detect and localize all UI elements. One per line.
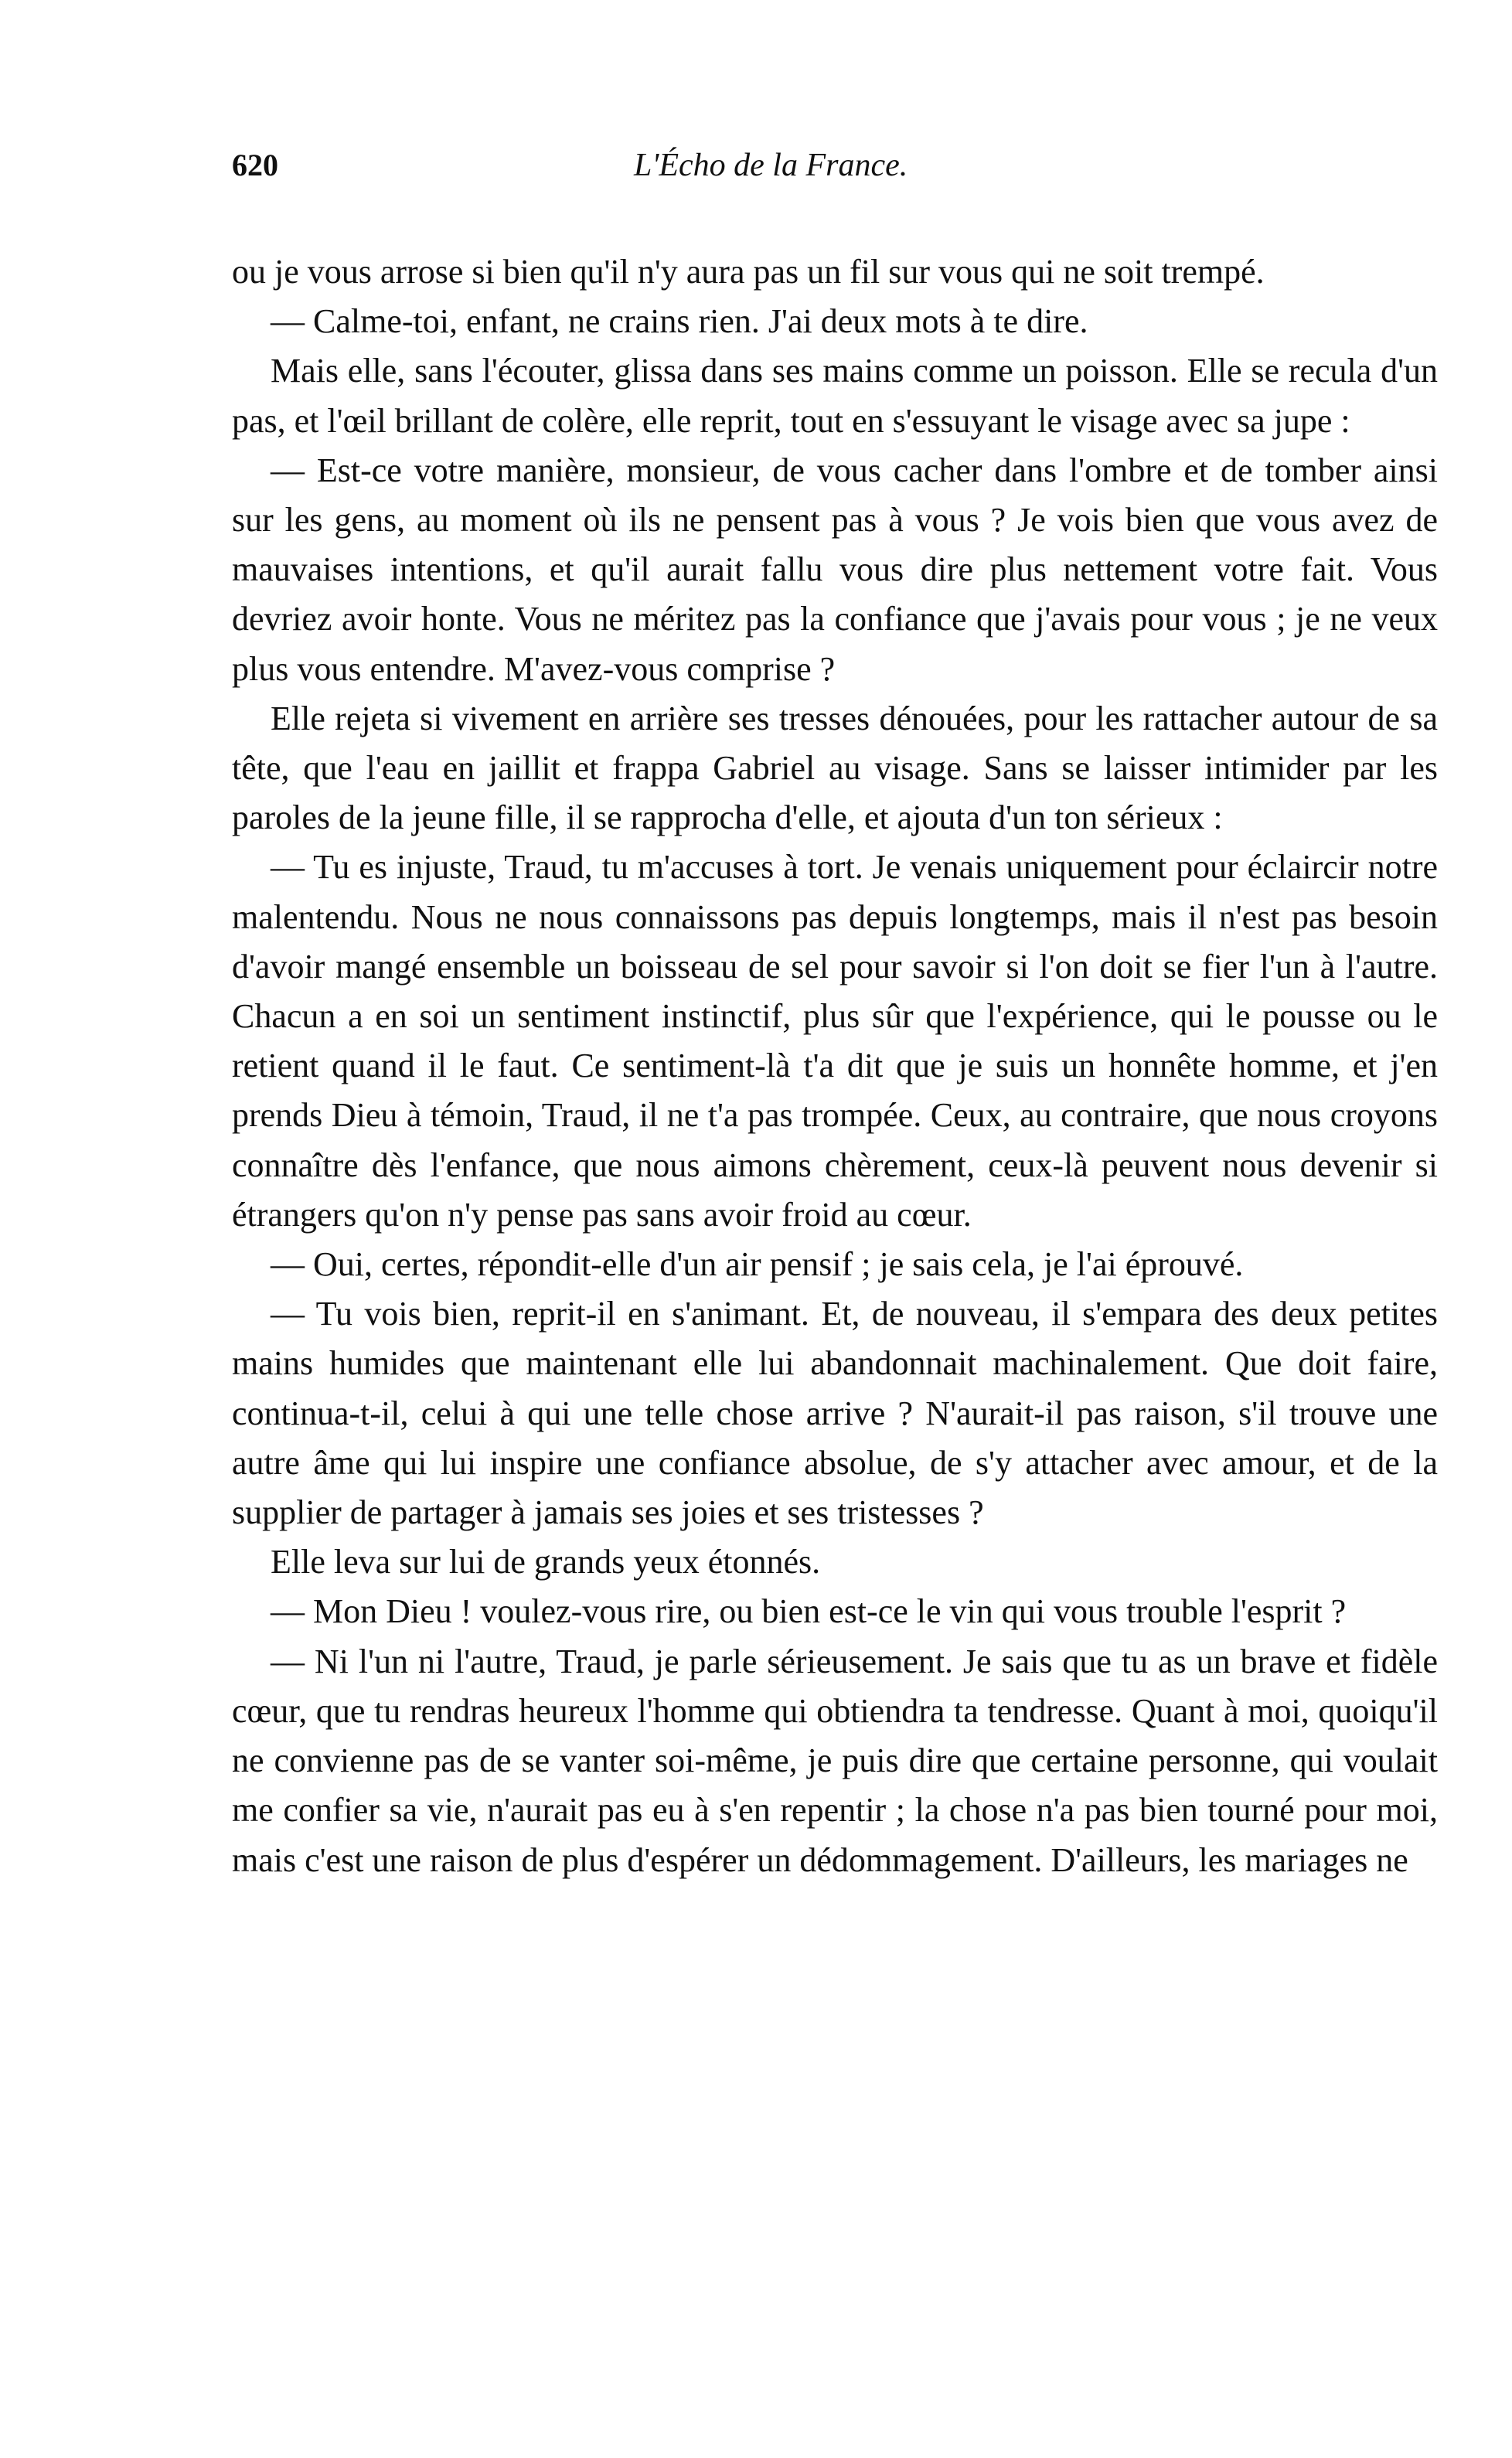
paragraph: — Est-ce votre manière, monsieur, de vous cacher dans l'ombre et de tomber ainsi sur les gens, au moment où ils ne pensent pas à vous ? Je vois bien que vous avez de mauvaises intentions, et qu'il aurait fallu vous dire plus nettement votre fait. Vous devriez avoir honte. Vous ne méritez pas la confiance que j'avais pour vous ; je ne veux plus vous entendre. M'avez-vous comprise ? — [232, 451, 1438, 688]
book-page — [232, 147, 1438, 1885]
body-text — [232, 247, 1438, 1885]
paragraph: — Mon Dieu ! voulez-vous rire, ou bien est-ce le vin qui vous trouble l'esprit ? — [271, 1592, 1347, 1631]
paragraph: Elle leva sur lui de grands yeux étonnés. — [271, 1543, 821, 1581]
paragraph: — Ni l'un ni l'autre, Traud, je parle sérieusement. Je sais que tu as un brave et fidèle cœur, que tu rendras heureux l'homme qui obtiendra ta tendresse. Quant à moi, quoiqu'il ne convienne pas de se vanter soi-même, je puis dire que certaine personne, qui voulait me confier sa vie, n'aurait pas eu à s'en repentir ; la chose n'a pas bien tourné pour moi, mais c'est une raison de plus d'espérer un dédommagement. D'ailleurs, les mariages ne — [232, 1642, 1438, 1879]
paragraph: ou je vous arrose si bien qu'il n'y aura pas un fil sur vous qui ne soit trempé. — [232, 253, 1265, 291]
paragraph: Elle rejeta si vivement en arrière ses tresses dénouées, pour les rattacher autour de sa tête, que l'eau en jaillit et frappa Gabriel au visage. Sans se laisser intimider par les paroles de la jeune fille, il se rapprocha d'elle, et ajouta d'un ton sérieux : — [232, 699, 1438, 837]
page-header — [232, 147, 1438, 201]
paragraph: Mais elle, sans l'écouter, glissa dans ses mains comme un poisson. Elle se recula d'un pas, et l'œil brillant de colère, elle reprit, tout en s'essuyant le visage avec sa jupe : — [232, 352, 1438, 440]
paragraph: — Calme-toi, enfant, ne crains rien. J'ai deux mots à te dire. — [271, 302, 1088, 341]
page-number: 620 — [232, 148, 278, 182]
paragraph: — Tu vois bien, reprit-il en s'animant. Et, de nouveau, il s'empara des deux petites mains humides que maintenant elle lui abandonnait machinalement. Que doit faire, continua-t-il, celui à qui une telle chose arrive ? N'aurait-il pas raison, s'il trouve une autre âme qui lui inspire une confiance absolue, de s'y attacher avec amour, et de la supplier de partager à jamais ses joies et ses tristesses ? — [232, 1295, 1438, 1532]
running-title: L'Écho de la France. — [634, 148, 908, 183]
paragraph: — Oui, certes, répondit-elle d'un air pensif ; je sais cela, je l'ai éprouvé. — [271, 1245, 1244, 1284]
paragraph: — Tu es injuste, Traud, tu m'accuses à tort. Je venais uniquement pour éclaircir notre malentendu. Nous ne nous connaissons pas depuis longtemps, mais il n'est pas besoin d'avoir mangé ensemble un boisseau de sel pour savoir si l'on doit se fier l'un à l'autre. Chacun a en soi un sentiment instinctif, plus sûr que l'expérience, qui le pousse ou le retient quand il le faut. Ce sentiment-là t'a dit que je suis un honnête homme, et j'en prends Dieu à témoin, Traud, il ne t'a pas trompée. Ceux, au contraire, que nous croyons connaître dès l'enfance, que nous aimons chèrement, ceux-là peuvent nous devenir si étrangers qu'on n'y pense pas sans avoir froid au cœur. — [232, 848, 1438, 1234]
